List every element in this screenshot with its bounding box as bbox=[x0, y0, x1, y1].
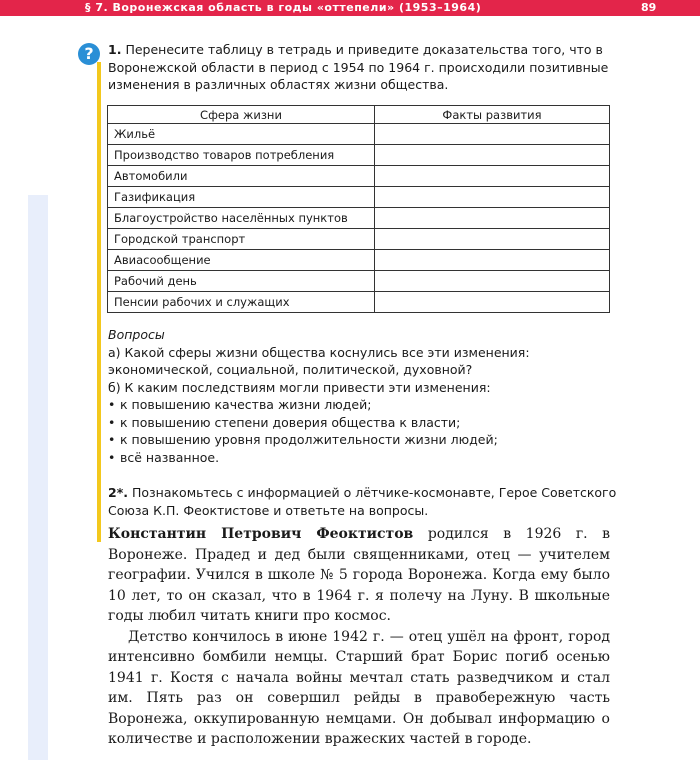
task-2 bbox=[108, 484, 618, 519]
question-a: а) Какой сферы жизни общества коснулись все эти изменения: экономической, социальной, политической, духовной? bbox=[108, 344, 530, 377]
page-number: 89 bbox=[641, 1, 657, 14]
table-cell-sphere: Авиасообщение bbox=[108, 250, 375, 271]
task-1-number: 1. bbox=[108, 42, 122, 57]
table-cell-facts bbox=[375, 292, 610, 313]
list-item: • к повышению качества жизни людей; bbox=[108, 396, 618, 414]
question-mark-icon: ? bbox=[78, 43, 100, 65]
table-cell-sphere: Производство товаров потребления bbox=[108, 145, 375, 166]
table-row bbox=[108, 250, 610, 271]
table-cell-sphere: Автомобили bbox=[108, 166, 375, 187]
questions-block bbox=[108, 326, 618, 466]
column-header-facts: Факты развития bbox=[375, 106, 610, 124]
task-2-text: Познакомьтесь с информацией о лётчике-космонавте, Герое Советского Союза К.П. Феоктистове и ответьте на вопросы. bbox=[108, 485, 617, 518]
table-cell-sphere: Благоустройство населённых пунктов bbox=[108, 208, 375, 229]
task-marker-bar bbox=[97, 62, 101, 542]
story-text bbox=[108, 524, 610, 750]
answer-options bbox=[108, 396, 618, 466]
table-cell-facts bbox=[375, 208, 610, 229]
table-row bbox=[108, 124, 610, 145]
table-cell-sphere: Городской транспорт bbox=[108, 229, 375, 250]
questions-heading: Вопросы bbox=[108, 327, 165, 342]
task-1-text: Перенесите таблицу в тетрадь и приведите доказательства того, что в Воронежской области в период с 1954 по 1964 г. происходили позитивные изменения в различных областях жизни общества. bbox=[108, 42, 609, 92]
table-cell-facts bbox=[375, 124, 610, 145]
table-cell-facts bbox=[375, 166, 610, 187]
table-row bbox=[108, 145, 610, 166]
list-item: • к повышению степени доверия общества к власти; bbox=[108, 414, 618, 432]
page-header bbox=[0, 0, 700, 16]
table-row bbox=[108, 229, 610, 250]
question-b: б) К каким последствиям могли привести эти изменения: bbox=[108, 379, 491, 395]
task-2-number: 2*. bbox=[108, 485, 128, 500]
story-paragraph-2: Детство кончилось в июне 1942 г. — отец ушёл на фронт, город интенсивно бомбили немцы. Старший брат Борис погиб осенью 1941 г. Костя с начала войны мечтал стать разведчиком и стал им. Пять раз он совершил рейды в правобережную часть Воронежа, оккупированную немцами. Он добывал информацию о количестве и расположении вражеских частей в городе. bbox=[108, 628, 610, 747]
list-item: • всё названное. bbox=[108, 449, 618, 467]
margin-band bbox=[28, 195, 48, 760]
table-header-row bbox=[108, 106, 610, 124]
table-cell-facts bbox=[375, 145, 610, 166]
table-row bbox=[108, 187, 610, 208]
facts-table bbox=[107, 105, 610, 313]
task-1 bbox=[108, 41, 618, 94]
table-cell-sphere: Рабочий день bbox=[108, 271, 375, 292]
table-cell-facts bbox=[375, 187, 610, 208]
section-title: § 7. Воронежская область в годы «оттепели» (1953–1964) bbox=[85, 1, 482, 14]
table-row bbox=[108, 292, 610, 313]
person-name: Константин Петрович Феоктистов bbox=[108, 526, 414, 542]
table-cell-sphere: Газификация bbox=[108, 187, 375, 208]
table-cell-sphere: Пенсии рабочих и служащих bbox=[108, 292, 375, 313]
table-cell-facts bbox=[375, 250, 610, 271]
story-paragraph-1 bbox=[108, 524, 610, 627]
table-cell-facts bbox=[375, 229, 610, 250]
table-cell-sphere: Жильё bbox=[108, 124, 375, 145]
column-header-sphere: Сфера жизни bbox=[108, 106, 375, 124]
story-paragraph-1-text: родился в 1926 г. в Воронеже. Прадед и дед были священниками, отец — учителем географии. Учился в школе № 5 города Воронежа. Когда ему было 10 лет, то он сказал, что в 1964 г. я полечу на Луну. В школьные годы любил читать книги про космос. bbox=[108, 526, 611, 624]
table-row bbox=[108, 208, 610, 229]
table-row bbox=[108, 166, 610, 187]
list-item: • к повышению уровня продолжительности жизни людей; bbox=[108, 431, 618, 449]
table-cell-facts bbox=[375, 271, 610, 292]
table-row bbox=[108, 271, 610, 292]
